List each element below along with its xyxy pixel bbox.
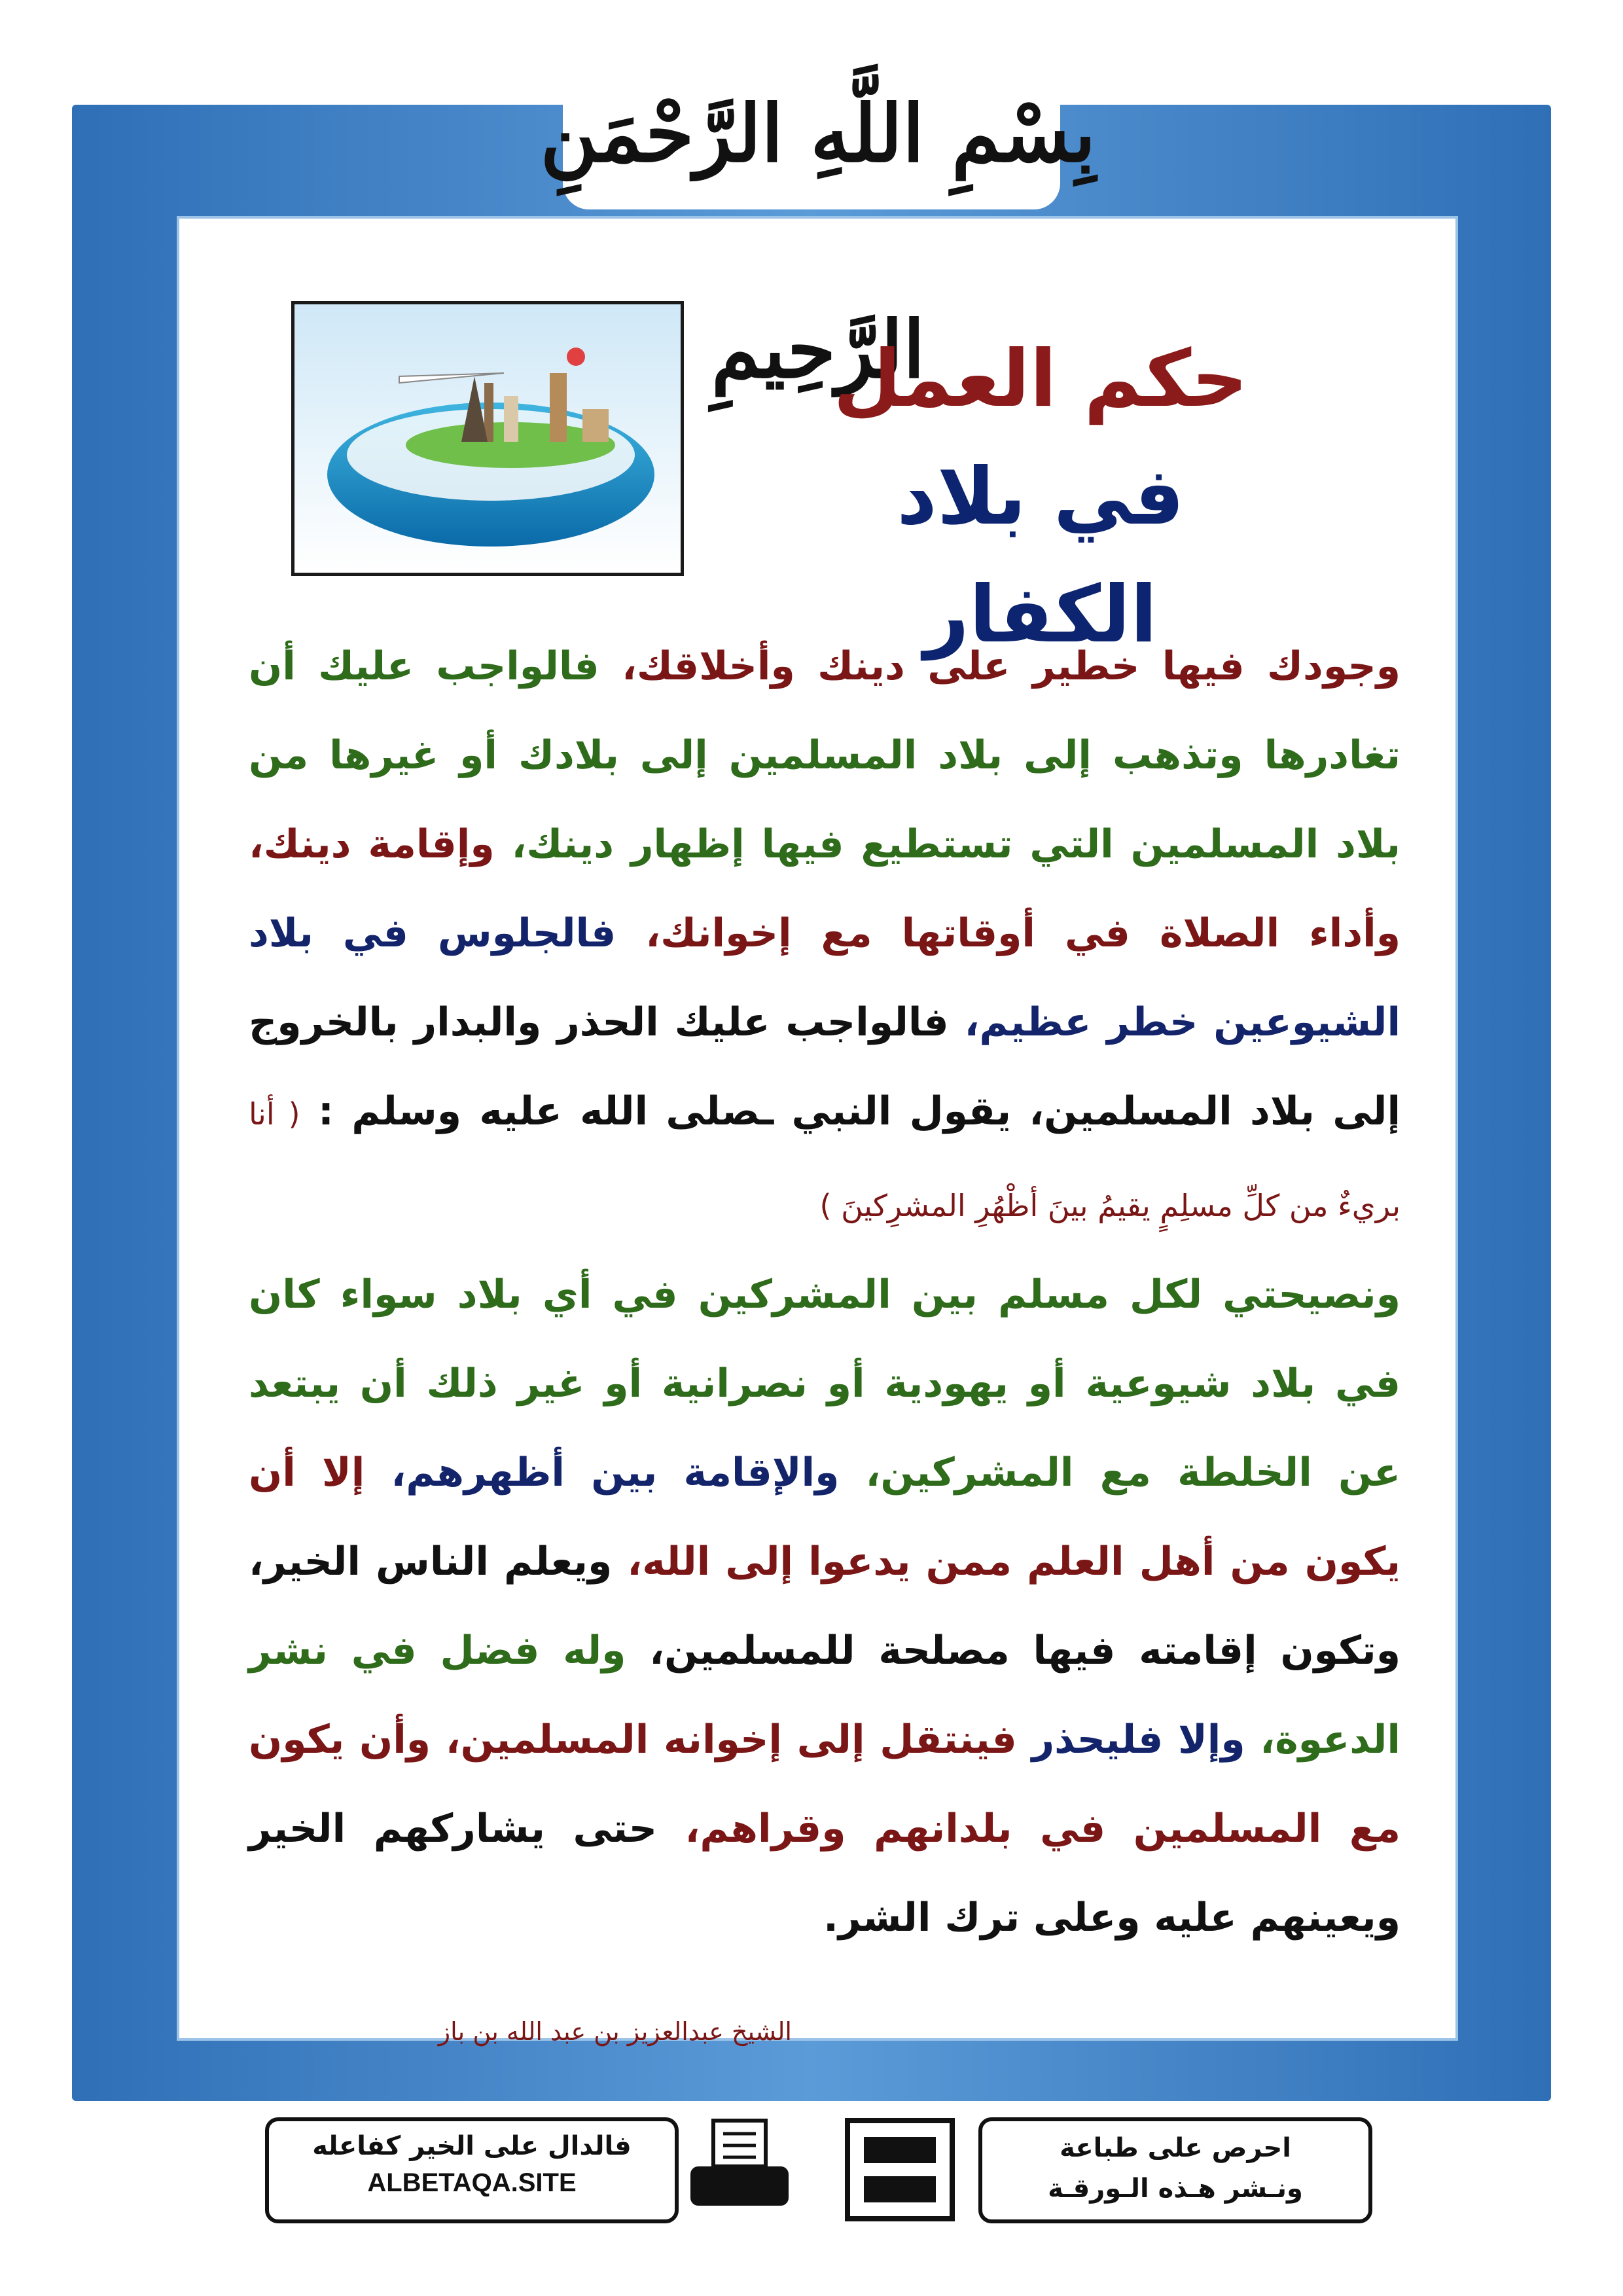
- website-box: [265, 2117, 679, 2223]
- sentence: إلا أن يكون من أهل العلم ممن يدعوا إلى الله،: [249, 1450, 1401, 1585]
- page-title: [772, 321, 1309, 674]
- basmala-calligraphy: بِسْمِ اللَّهِ الرَّحْمَنِ الرَّحِيمِ: [540, 88, 1096, 396]
- sentence: فينتقل إلى إخوانه المسلمين، وأن يكون مع المسلمين في بلدانهم وقراهم،: [249, 1717, 1400, 1852]
- sentence: فالجلوس في بلاد الشيوعين خطر عظيم،: [249, 910, 1401, 1045]
- printer-icon: [684, 2114, 795, 2219]
- footer-bar: [265, 2114, 1371, 2225]
- sentence: فالواجب عليك أن تغادرها وتذهب إلى بلاد المسلمين إلى بلادك أو غيرها من بلاد المسلمين التي تستطيع فيها إظهار دينك،: [249, 643, 1401, 867]
- paragraph-2: [249, 1250, 1400, 1962]
- title-line-1: حكم العمل: [833, 334, 1248, 425]
- author-signature: الشيخ عبدالعزيز بن عبد الله بن باز: [438, 2017, 792, 2046]
- paragraph-1: [249, 622, 1400, 1250]
- article-body: [249, 622, 1400, 1962]
- sentence: فالواجب عليك الحذر والبدار بالخروج إلى بلاد المسلمين، يقول النبي ـصلى الله عليه وسلم :: [249, 999, 1401, 1134]
- dawah-logo: [834, 2114, 965, 2225]
- logo-icon: [834, 2114, 965, 2225]
- sentence: ويعلم الناس الخير، وتكون إقامته فيها مصلحة للمسلمين،: [249, 1539, 1400, 1674]
- travel-landmarks-icon: [294, 304, 681, 573]
- sentence: وله فضل في نشر الدعوة،: [249, 1628, 1400, 1763]
- print-reminder-box: [978, 2117, 1372, 2223]
- travel-landmarks-image: [291, 301, 684, 576]
- proverb-text: فالدال على الخير كفاعله: [312, 2131, 632, 2161]
- sentence: وإلا فليحذر: [1031, 1717, 1245, 1763]
- print-reminder-line-1: احرص على طباعة: [1060, 2133, 1291, 2163]
- sentence: والإقامة بين أظهرهم،: [391, 1450, 840, 1496]
- sentence: وإقامة دينك، وأداء الصلاة في أوقاتها مع إخوانك،: [249, 821, 1401, 956]
- print-reminder-line-2: ونـشر هـذه الـورقـة: [1048, 2174, 1303, 2204]
- sentence: حتى يشاركهم الخير ويعينهم عليه وعلى ترك الشر.: [249, 1806, 1400, 1941]
- title-line-2: في بلاد الكفار: [897, 452, 1185, 660]
- sentence: وجودك فيها خطير على دينك وأخلاقك،: [622, 643, 1400, 689]
- hadith-quote: ( أنا بريءٌ من كلِّ مسلِمٍ يقيمُ بينَ أظْهُرِ المشرِكينَ ): [249, 1096, 1400, 1223]
- sentence: ونصيحتي لكل مسلم بين المشركين في أي بلاد سواء كان في بلاد شيوعية أو يهودية أو نصرانية أو غير ذلك أن يبتعد عن الخلطة مع المشركين،: [249, 1272, 1400, 1496]
- website-link[interactable]: ALBETAQA.SITE: [367, 2168, 577, 2197]
